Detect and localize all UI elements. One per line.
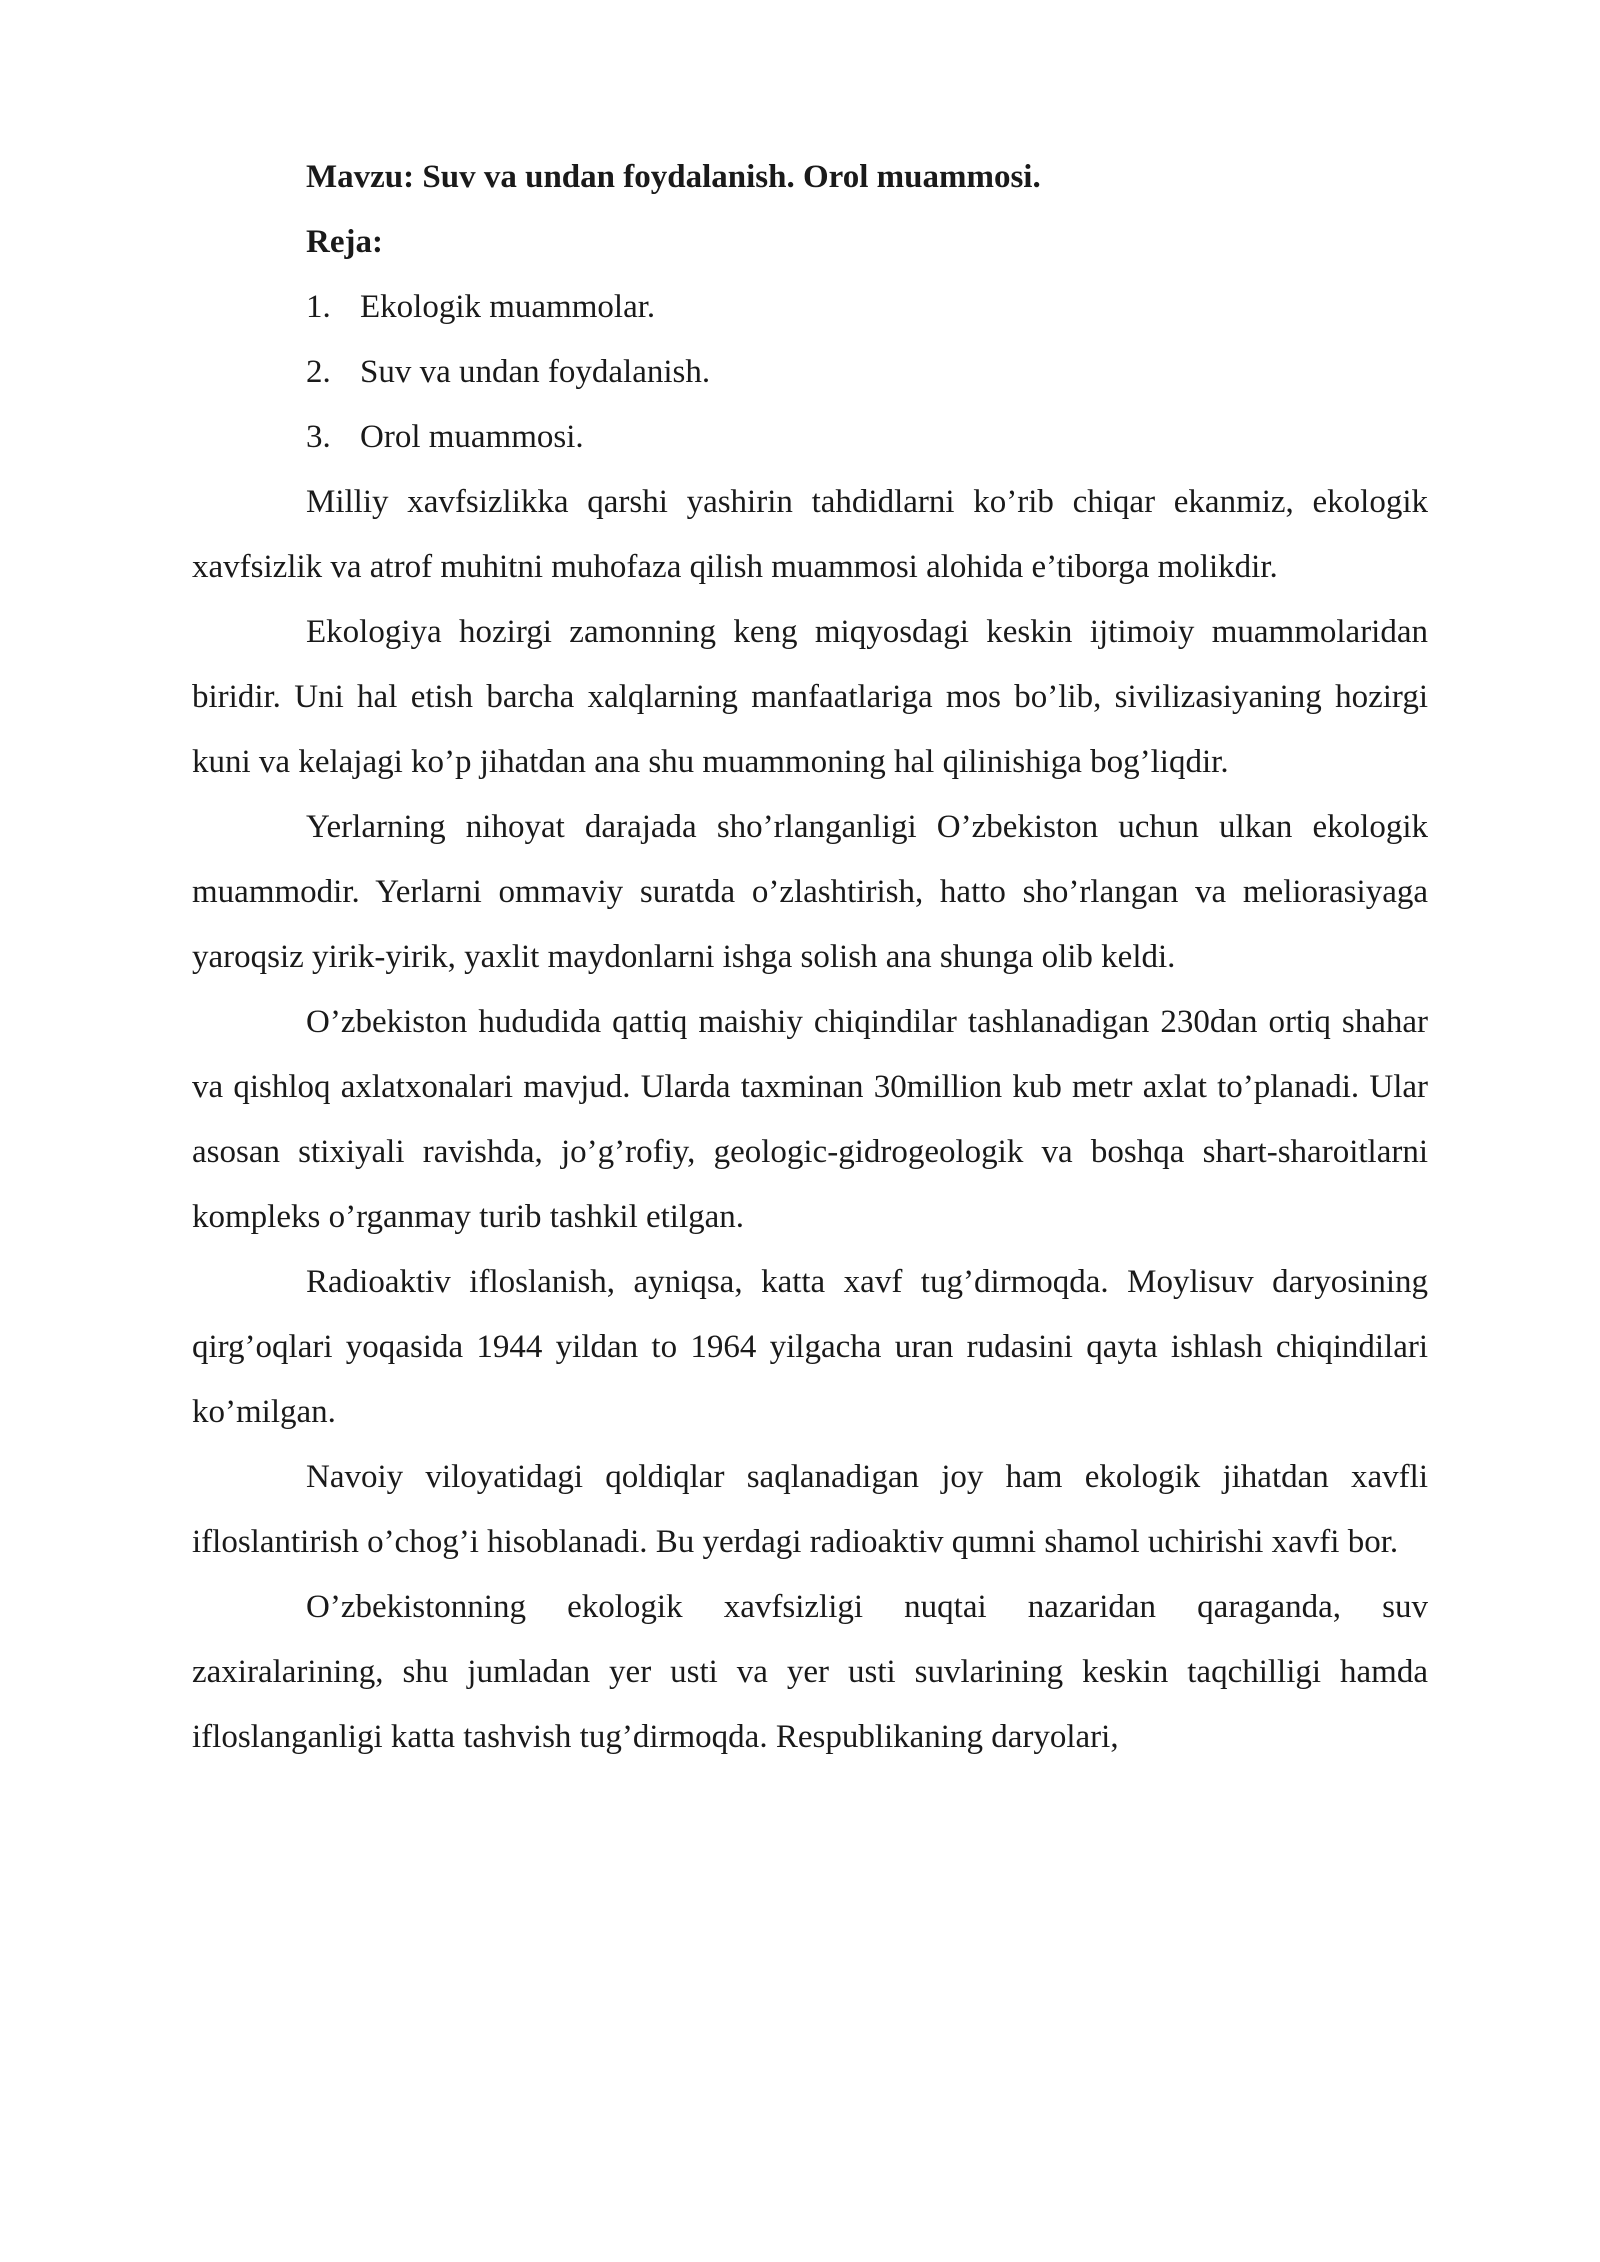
paragraph-water: O’zbekistonning ekologik xavfsizligi nuqtai nazaridan qaraganda, suv zaxiralarining, shu jumladan yer usti va yer usti suvlarining keskin taqchilligi hamda ifloslanganligi katta tashvish tug’dirmoqda. Respublikaning daryolari, [192, 1589, 1428, 1755]
plan-item-number: 1. [306, 289, 331, 325]
paragraph-salinization: Yerlarning nihoyat darajada sho’rlanganligi O’zbekiston uchun ulkan ekologik muammodir. Yerlarni ommaviy suratda o’zlashtirish, hatto sho’rlangan va meliorasiyaga yaroqsiz yirik-yirik, yaxlit maydonlarni ishga solish ana shunga olib keldi. [192, 809, 1428, 975]
topic-heading: Mavzu: Suv va undan foydalanish. Orol muammosi. [306, 159, 1041, 195]
paragraph-waste: O’zbekiston hududida qattiq maishiy chiqindilar tashlanadigan 230dan ortiq shahar va qishloq axlatxonalari mavjud. Ularda taxminan 30million kub metr axlat to’planadi. Ular asosan stixiyali ravishda, jo’g’rofiy, geologic-gidrogeologik va boshqa shart-sharoitlarni kompleks o’rganmay turib tashkil etilgan. [192, 1004, 1428, 1235]
plan-item [192, 340, 1428, 405]
paragraph-navoiy: Navoiy viloyatidagi qoldiqlar saqlanadigan joy ham ekologik jihatdan xavfli ifloslantirish o’chog’i hisoblanadi. Bu yerdagi radioaktiv qumni shamol uchirishi xavfi bor. [192, 1459, 1428, 1560]
plan-item-number: 3. [306, 419, 331, 455]
plan-heading: Reja: [306, 224, 383, 260]
plan-item-text: Orol muammosi. [360, 419, 584, 455]
plan-item-number: 2. [306, 354, 331, 390]
paragraph-security: Milliy xavfsizlikka qarshi yashirin tahdidlarni ko’rib chiqar ekanmiz, ekologik xavfsizlik va atrof muhitni muhofaza qilish muammosi alohida e’tiborga molikdir. [192, 484, 1428, 585]
document-body [192, 145, 1428, 1770]
plan-item-text: Suv va undan foydalanish. [360, 354, 711, 390]
plan-list [192, 275, 1428, 470]
plan-item-text: Ekologik muammolar. [360, 289, 656, 325]
plan-item [192, 275, 1428, 340]
plan-item [192, 405, 1428, 470]
paragraph-ecology: Ekologiya hozirgi zamonning keng miqyosdagi keskin ijtimoiy muammolaridan biridir. Uni hal etish barcha xalqlarning manfaatlariga mos bo’lib, sivilizasiyaning hozirgi kuni va kelajagi ko’p jihatdan ana shu muammoning hal qilinishiga bog’liqdir. [192, 614, 1428, 780]
paragraph-radioactive: Radioaktiv ifloslanish, ayniqsa, katta xavf tug’dirmoqda. Moylisuv daryosining qirg’oqlari yoqasida 1944 yildan to 1964 yilgacha uran rudasini qayta ishlash chiqindilari ko’milgan. [192, 1264, 1428, 1430]
